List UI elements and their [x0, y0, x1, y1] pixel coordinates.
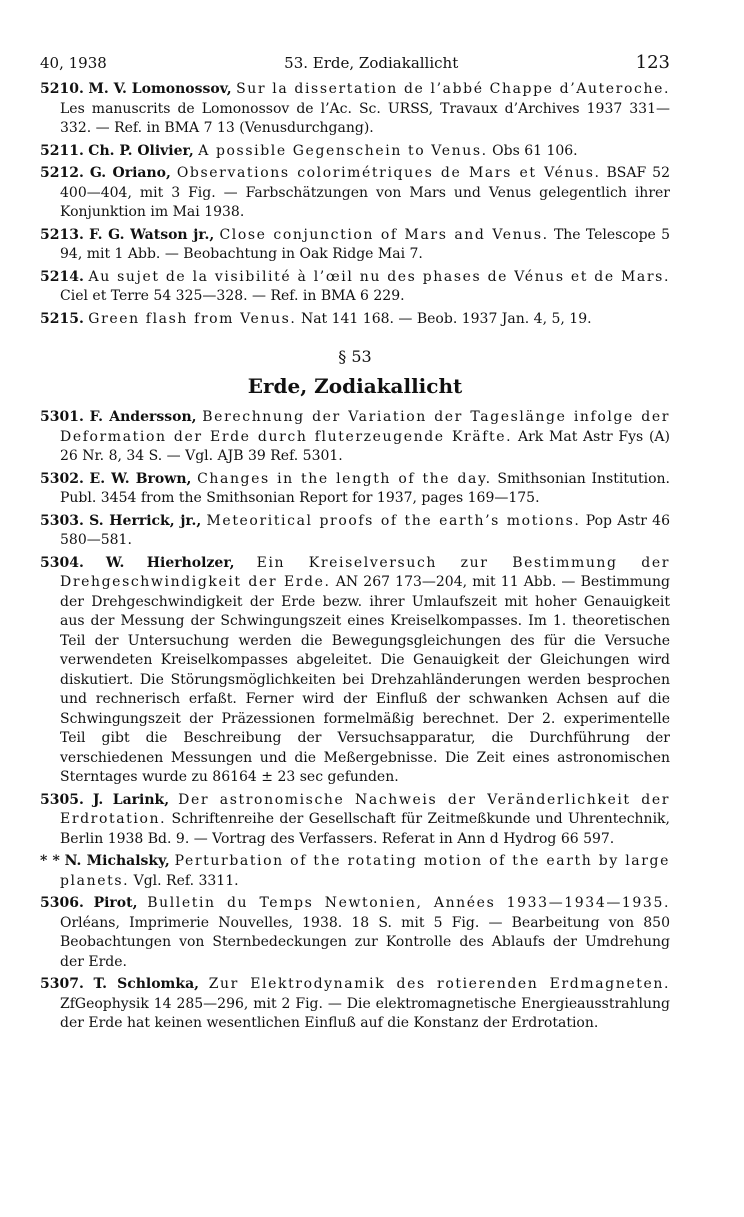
entry-reference: The Telescope 5 94, mit 1 Abb. — Beobachtung in Oak Ridge Mai 7.: [60, 226, 670, 262]
bibliography-entry: [40, 310, 670, 330]
entry-title: Sur la dissertation de l’abbé Chappe d’Auteroche.: [236, 81, 670, 97]
entry-number: 5307.: [40, 976, 84, 992]
entry-title: Observations colorimétriques de Mars et Vénus.: [176, 165, 601, 181]
entry-author: T. Schlomka,: [93, 976, 200, 992]
bibliography-entry: [40, 554, 670, 788]
entry-reference: AN 267 173—204, mit 11 Abb. — Bestimmung der Drehgeschwindigkeit der Erde bezw. ihrer Umlaufszeit mit hoher Genauigkeit aus der Messung der Schwingungszeit eines Kreiselkompasses. Im 1. theoretischen Teil der Untersuchung werden die Bewegungsgleichungen des für die Versuche verwendeten Kreiselkompasses abgeleitet. Die Genauigkeit der Gleichungen wird diskutiert. Die Störungsmöglichkeiten bei Drehzahländerungen werden besprochen und rechnerisch erfaßt. Ferner wird der Einfluß der schwanken Achsen auf die Schwingungszeit der Präzessionen formelmäßig berechnet. Der 2. experimentelle Teil gibt die Beschreibung der Versuchsapparatur, die Durchführung der verschiedenen Messungen und die Meßergebnisse. Die Zeit eines astronomischen Sterntages wurde zu 86164 ± 23 sec gefunden.: [60, 574, 671, 785]
entry-title: Close conjunction of Mars and Venus.: [219, 226, 549, 243]
entry-title: Bulletin du Temps Newtonien, Années 1933—1934—1935.: [147, 895, 671, 911]
entry-author: S. Herrick, jr.,: [89, 512, 202, 529]
entry-reference: Obs 61 106.: [492, 142, 578, 159]
entries-bottom-list: [40, 408, 670, 1034]
bibliography-entry: [40, 142, 670, 162]
entry-body: [40, 408, 670, 467]
entry-author: Pirot,: [93, 895, 138, 911]
section-title: Erde, Zodiakallicht: [247, 374, 463, 398]
entry-author: N. Michalsky,: [64, 853, 170, 869]
entry-number: 5304.: [40, 554, 84, 571]
entry-author: J. Larink,: [92, 791, 170, 808]
entry-reference: Smithsonian Institution. Publ. 3454 from the Smithsonian Report for 1937, pages 169—175.: [60, 470, 670, 506]
entry-body: [40, 470, 670, 509]
entry-body: [40, 164, 670, 223]
entry-author: G. Oriano,: [89, 165, 171, 181]
entry-title: Berechnung der Variation der Tageslänge infolge der Deformation der Erde durch fluterzeugende Kräfte.: [60, 409, 670, 445]
entry-author: F. G. Watson jr.,: [89, 226, 215, 243]
bibliography-entry: [40, 894, 670, 972]
entry-reference: Orléans, Imprimerie Nouvelles, 1938. 18 S. mit 5 Fig. — Bearbeitung von 850 Beobachtungen von Sternbedeckungen zur Kontrolle des Ablaufs der Umdrehung der Erde.: [60, 914, 670, 970]
entry-title: Der astronomische Nachweis der Veränderlichkeit der Erdrotation.: [60, 791, 671, 827]
bibliography-entry: [40, 852, 670, 891]
entry-title: Zur Elektrodynamik des rotierenden Erdmagneten.: [208, 976, 671, 992]
entry-title: A possible Gegenschein to Venus.: [198, 142, 488, 159]
entry-body: [40, 554, 670, 788]
bibliography-entry: [40, 226, 670, 265]
entry-body: [40, 268, 670, 307]
header-section-title: 53. Erde, Zodiakallicht: [284, 54, 459, 72]
entry-number: 5213.: [40, 226, 84, 243]
entry-reference: Schriftenreihe der Gesellschaft für Zeitmeßkunde und Uhrentechnik, Berlin 1938 Bd. 9. — Vortrag des Verfassers. Referat in Ann d Hydrog 66 597.: [60, 811, 670, 847]
entry-body: [40, 894, 670, 972]
entry-body: [40, 310, 670, 330]
bibliography-entry: [40, 164, 670, 223]
section-number: § 53: [338, 347, 372, 366]
entry-number: 5303.: [40, 512, 84, 529]
entry-title: Ein Kreiselversuch zur Bestimmung der Drehgeschwindigkeit der Erde.: [60, 554, 671, 590]
bibliography-entry: [40, 408, 670, 467]
entry-number: 5215.: [40, 310, 84, 327]
entry-reference: Pop Astr 46 580—581.: [60, 512, 670, 548]
document-page: [40, 52, 670, 1037]
bibliography-entry: [40, 512, 670, 551]
entry-title: Changes in the length of the day.: [197, 470, 492, 487]
entry-author: E. W. Brown,: [89, 470, 192, 487]
entry-reference: Nat 141 168. — Beob. 1937 Jan. 4, 5, 19.: [300, 310, 592, 327]
entry-title: Meteoritical proofs of the earth’s motions.: [206, 512, 581, 529]
entry-reference: Vgl. Ref. 3311.: [133, 872, 239, 889]
entry-title: Perturbation of the rotating motion of the earth by large planets.: [60, 853, 670, 889]
page-number: 123: [635, 52, 670, 73]
bibliography-entry: [40, 975, 670, 1034]
entry-reference: Ciel et Terre 54 325—328. — Ref. in BMA 6 229.: [60, 288, 405, 304]
entry-body: [40, 512, 670, 551]
entry-number: 5214.: [40, 268, 84, 285]
entry-author: F. Andersson,: [89, 409, 197, 425]
entry-body: [40, 142, 670, 162]
entry-number: * *: [40, 853, 60, 869]
entries-top-list: [40, 80, 670, 329]
entry-title: Green flash from Venus.: [88, 310, 297, 327]
entry-number: 5305.: [40, 791, 84, 808]
entry-number: 5301.: [40, 409, 84, 425]
header-volume-year: 40, 1938: [40, 54, 107, 72]
entry-reference: Les manuscrits de Lomonossov de l’Ac. Sc. URSS, Travaux d’Archives 1937 331—332. — Ref. in BMA 7 13 (Venusdurchgang).: [60, 100, 670, 136]
section-heading-block: [40, 347, 670, 398]
entry-body: [40, 791, 670, 850]
bibliography-entry: [40, 791, 670, 850]
entry-reference: Ark Mat Astr Fys (A) 26 Nr. 8, 34 S. — Vgl. AJB 39 Ref. 5301.: [60, 428, 670, 464]
bibliography-entry: [40, 470, 670, 509]
entry-author: W. Hierholzer,: [105, 554, 235, 571]
entry-body: [40, 226, 670, 265]
bibliography-entry: [40, 268, 670, 307]
entry-number: 5306.: [40, 895, 84, 911]
entry-title: Au sujet de la visibilité à l’œil nu des phases de Vénus et de Mars.: [88, 268, 671, 285]
entry-number: 5211.: [40, 142, 84, 159]
entry-number: 5210.: [40, 81, 84, 97]
entry-author: M. V. Lomonossov,: [88, 81, 232, 97]
entry-body: [40, 852, 670, 891]
entry-number: 5302.: [40, 470, 84, 487]
entry-reference: BSAF 52 400—404, mit 3 Fig. — Farbschätzungen von Mars und Venus gelegentlich ihrer Konjunktion im Mai 1938.: [60, 165, 671, 220]
entry-number: 5212.: [40, 165, 84, 181]
bibliography-entry: [40, 80, 670, 139]
entry-body: [40, 80, 670, 139]
page-header: [40, 52, 670, 80]
entry-author: Ch. P. Olivier,: [88, 142, 194, 159]
entry-body: [40, 975, 670, 1034]
entry-reference: ZfGeophysik 14 285—296, mit 2 Fig. — Die elektromagnetische Energieausstrahlung der Erde hat keinen wesentlichen Einfluß auf die Konstanz der Erdrotation.: [60, 995, 670, 1031]
